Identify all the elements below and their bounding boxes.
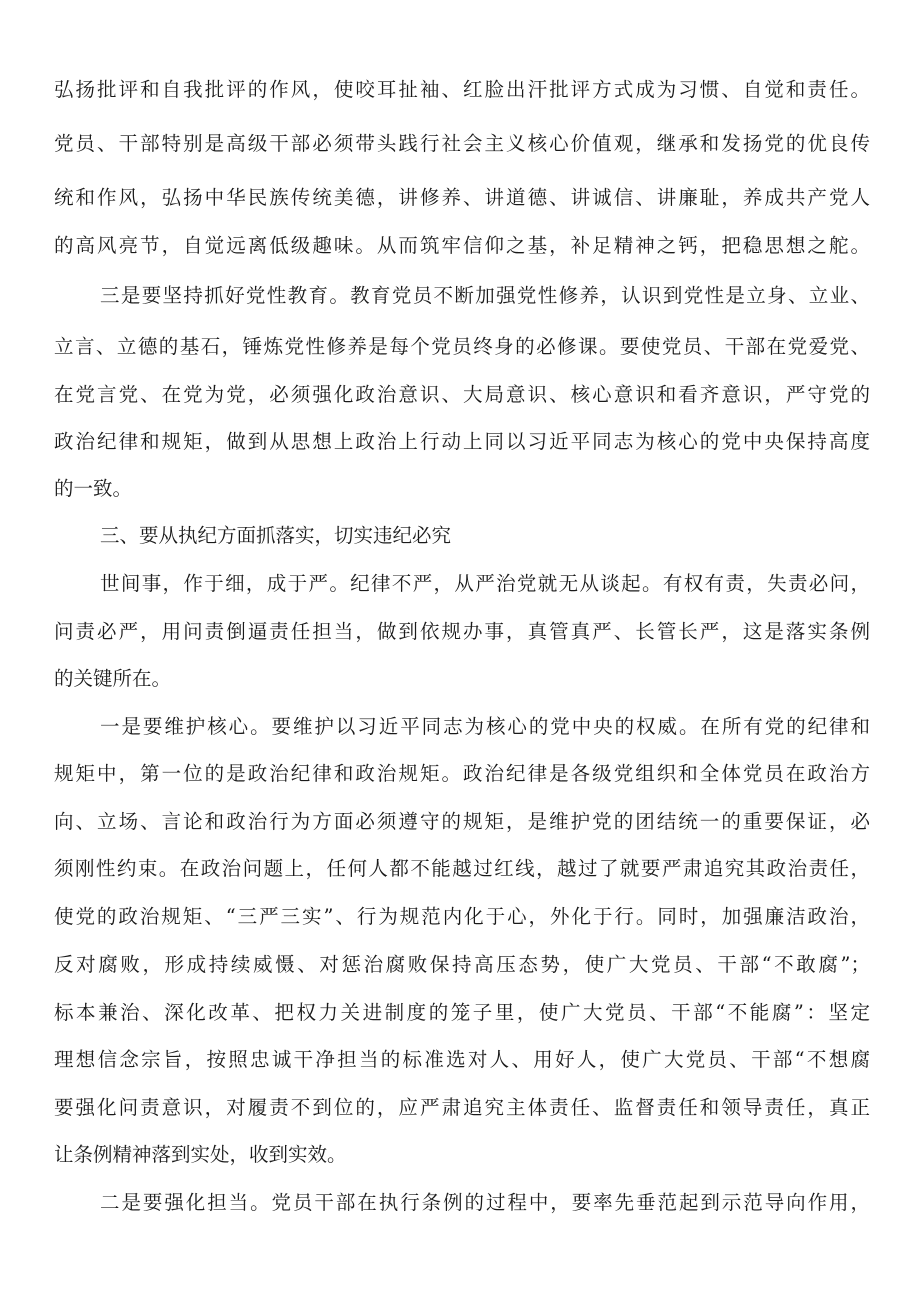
paragraph-line: 政治纪律和规矩，做到从思想上政治上行动上同以习近平同志为核心的党中央保持高度 (54, 429, 870, 453)
paragraph-line: 世间事，作于细，成于严。纪律不严，从严治党就无从谈起。有权有责，失责必问， (100, 571, 870, 595)
paragraph-line: 规矩中，第一位的是政治纪律和政治规矩。政治纪律是各级党组织和全体党员在政治方 (54, 761, 870, 785)
paragraph-line: 须刚性约束。在政治问题上，任何人都不能越过红线，越过了就要严肃追究其政治责任， (54, 856, 870, 880)
paragraph-line: 理想信念宗旨，按照忠诚干净担当的标准选对人、用好人，使广大党员、干部“不想腐 (54, 1047, 870, 1071)
paragraph-line: 问责必严，用问责倒逼责任担当，做到依规办事，真管真严、长管长严，这是落实条例 (54, 619, 870, 643)
paragraph-line: 的高风亮节，自觉远离低级趣味。从而筑牢信仰之基，补足精神之钙，把稳思想之舵。 (54, 233, 870, 257)
paragraph-line: 使党的政治规矩、“三严三实”、行为规范内化于心，外化于行。同时，加强廉洁政治， (54, 904, 870, 928)
section-heading: 三、要从执纪方面抓落实，切实违纪必究 (100, 523, 452, 547)
paragraph-line: 一是要维护核心。要维护以习近平同志为核心的党中央的权威。在所有党的纪律和 (100, 714, 870, 738)
paragraph-line: 在党言党、在党为党，必须强化政治意识、大局意识、核心意识和看齐意识，严守党的 (54, 382, 870, 406)
paragraph-line: 统和作风，弘扬中华民族传统美德，讲修养、讲道德、讲诚信、讲廉耻，养成共产党人 (54, 185, 870, 209)
paragraph-line: 要强化问责意识，对履责不到位的，应严肃追究主体责任、监督责任和领导责任，真正 (54, 1095, 870, 1119)
paragraph-line: 向、立场、言论和政治行为方面必须遵守的规矩，是维护党的团结统一的重要保证，必 (54, 809, 870, 833)
paragraph-line: 的一致。 (54, 476, 133, 500)
paragraph-line: 立言、立德的基石，锤炼党性修养是每个党员终身的必修课。要使党员、干部在党爱党、 (54, 334, 870, 358)
paragraph-line: 反对腐败，形成持续威慑、对惩治腐败保持高压态势，使广大党员、干部“不敢腐”； (54, 952, 870, 976)
paragraph-line: 弘扬批评和自我批评的作风，使咬耳扯袖、红脸出汗批评方式成为习惯、自觉和责任。 (54, 77, 870, 101)
paragraph-line: 标本兼治、深化改革、把权力关进制度的笼子里，使广大党员、干部“不能腐”：坚定 (54, 1000, 870, 1024)
paragraph-line: 的关键所在。 (54, 666, 172, 690)
paragraph-line: 党员、干部特别是高级干部必须带头践行社会主义核心价值观，继承和发扬党的优良传 (54, 131, 870, 155)
paragraph-line: 让条例精神落到实处，收到实效。 (54, 1142, 347, 1166)
paragraph-line: 三是要坚持抓好党性教育。教育党员不断加强党性修养，认识到党性是立身、立业、 (100, 283, 870, 307)
paragraph-line: 二是要强化担当。党员干部在执行条例的过程中，要率先垂范起到示范导向作用， (100, 1190, 870, 1214)
